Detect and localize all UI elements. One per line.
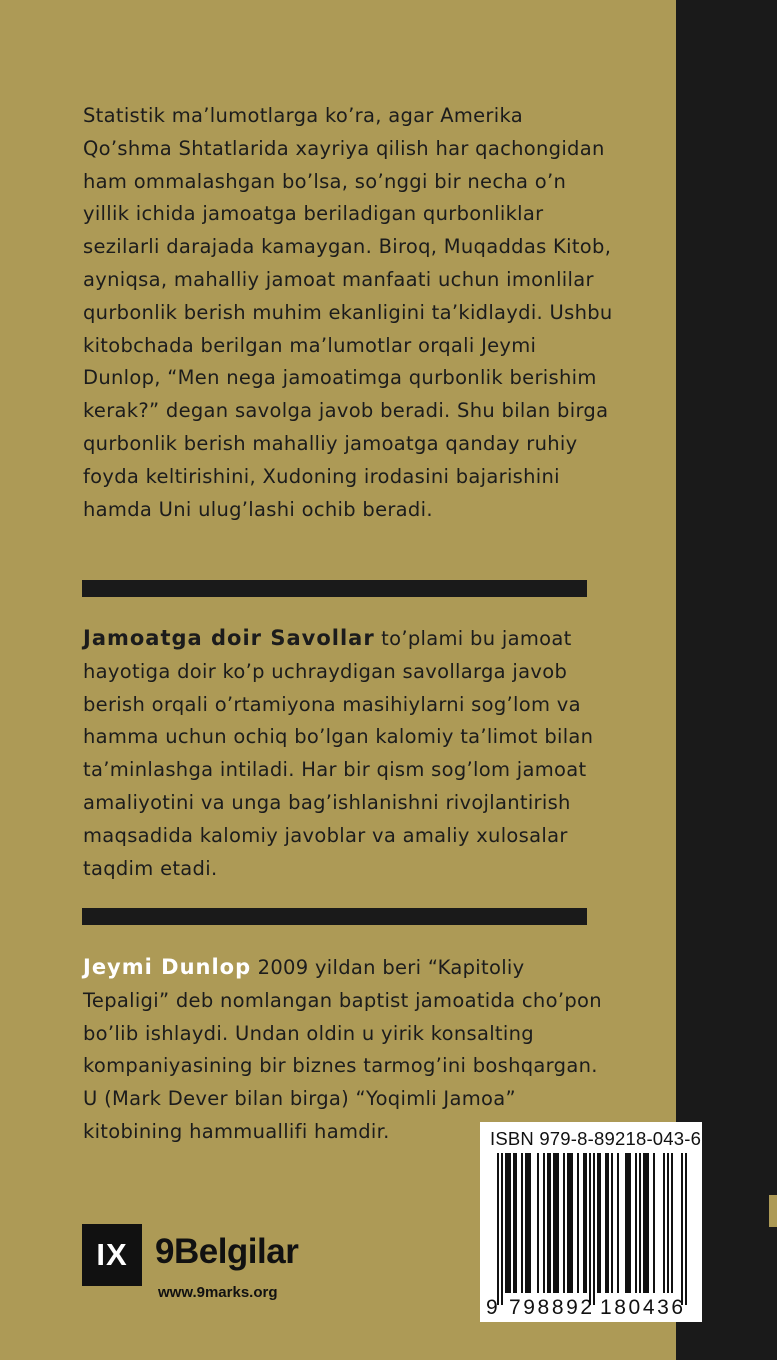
barcode-bar <box>549 1153 551 1293</box>
ean-digits-left: 798892 <box>509 1296 595 1319</box>
barcode-bar <box>529 1153 531 1293</box>
barcode-bar <box>569 1153 571 1293</box>
barcode-bar <box>525 1153 527 1293</box>
isbn-label: ISBN 979-8-89218-043-6 <box>490 1128 702 1149</box>
spine-edge-mark <box>769 1195 777 1227</box>
barcode-icon <box>488 1153 694 1313</box>
barcode-bar <box>521 1153 523 1293</box>
publisher-name: 9Belgilar <box>155 1232 299 1271</box>
publisher-url: www.9marks.org <box>158 1284 278 1301</box>
barcode-bar <box>627 1153 629 1293</box>
section-divider <box>82 908 587 925</box>
barcode-bar <box>553 1153 555 1293</box>
barcode-bar <box>555 1153 557 1293</box>
barcode-bar <box>599 1153 601 1293</box>
barcode-bar <box>527 1153 529 1293</box>
series-title: Jamoatga doir Savollar <box>83 626 375 650</box>
barcode-bar <box>671 1153 673 1293</box>
barcode-bar <box>513 1153 515 1293</box>
barcode-bar <box>497 1153 499 1305</box>
barcode-bar <box>663 1153 665 1293</box>
description-paragraph: Statistik ma’lumotlarga ko’ra, agar Amerika Qo’shma Shtatlarida xayriya qilish har qachongidan ham ommalashgan bo’lsa, so’nggi bir necha o’n yillik ichida jamoatga beriladigan qurbonliklar sezilarli darajada kamaygan. Biroq, Muqaddas Kitob, ayniqsa, mahalliy jamoat manfaati uchun imonlilar qurbonlik berish muhim ekanligini ta’kidlaydi. Ushbu kitobchada berilgan ma’lumotlar orqali Jeymi Dunlop, “Men nega jamoatimga qurbonlik berishim kerak?” degan savolga javob beradi. Shu bilan birga qurbonlik berish mahalliy jamoatga qanday ruhiy foyda keltirishini, Xudoning irodasini bajarishini hamda Uni ulug’lashi ochib beradi. <box>83 104 613 521</box>
barcode-bar <box>645 1153 647 1293</box>
author-paragraph <box>83 951 613 1149</box>
barcode-bar <box>611 1153 613 1293</box>
barcode-bar <box>607 1153 609 1293</box>
barcode-bar <box>547 1153 549 1293</box>
barcode-bar <box>543 1153 545 1293</box>
barcode-bar <box>643 1153 645 1293</box>
barcode-bar <box>681 1153 683 1305</box>
ean-digit-first: 9 <box>486 1296 501 1319</box>
barcode-bar <box>629 1153 631 1293</box>
barcode-bar <box>507 1153 509 1293</box>
barcode-bar <box>647 1153 649 1293</box>
series-description: to’plami bu jamoat hayotiga doir ko’p uchraydigan savollarga javob berish orqali o’rtamiyona masihiylarni sog’lom va hamma uchun ochiq bo’lgan kalomiy ta’limot bilan ta’minlashga intiladi. Har bir qism sog’lom jamoat amaliyotini va unga bag’ishlanishni rivojlantirish maqsadida kalomiy javoblar va amaliy xulosalar taqdim etadi. <box>83 627 594 880</box>
barcode-bar <box>515 1153 517 1293</box>
barcode-bar <box>589 1153 591 1305</box>
barcode-bar <box>667 1153 669 1293</box>
publisher-logo-mark: IX <box>82 1224 142 1286</box>
barcode-bar <box>593 1153 595 1305</box>
ean-digits-right: 180436 <box>600 1296 686 1319</box>
barcode-bar <box>653 1153 655 1293</box>
barcode-bar <box>557 1153 559 1293</box>
barcode-bar <box>537 1153 539 1293</box>
barcode-bar <box>509 1153 511 1293</box>
barcode-bar <box>567 1153 569 1293</box>
barcode-bar <box>505 1153 507 1293</box>
barcode-bar <box>501 1153 503 1305</box>
author-bio: 2009 yildan beri “Kapitoliy Tepaligi” deb nomlangan baptist jamoatida cho’pon bo’lib ishlaydi. Undan oldin u yirik konsalting kompaniyasining bir biznes tarmog’ini boshqargan. U (Mark Dever bilan birga) “Yoqimli Jamoa” kitobining hammuallifi hamdir. <box>83 956 602 1143</box>
barcode-bar <box>577 1153 579 1293</box>
barcode-bar <box>583 1153 585 1293</box>
barcode-bar <box>563 1153 565 1293</box>
author-name: Jeymi Dunlop <box>83 955 252 979</box>
barcode-bar <box>585 1153 587 1293</box>
barcode-bar <box>617 1153 619 1293</box>
barcode-bar <box>605 1153 607 1293</box>
series-paragraph <box>83 622 613 885</box>
barcode-bar <box>635 1153 637 1293</box>
barcode-bar <box>639 1153 641 1293</box>
barcode-bar <box>597 1153 599 1293</box>
barcode-bar <box>685 1153 687 1305</box>
barcode-bar <box>625 1153 627 1293</box>
section-divider <box>82 580 587 597</box>
barcode-bar <box>571 1153 573 1293</box>
